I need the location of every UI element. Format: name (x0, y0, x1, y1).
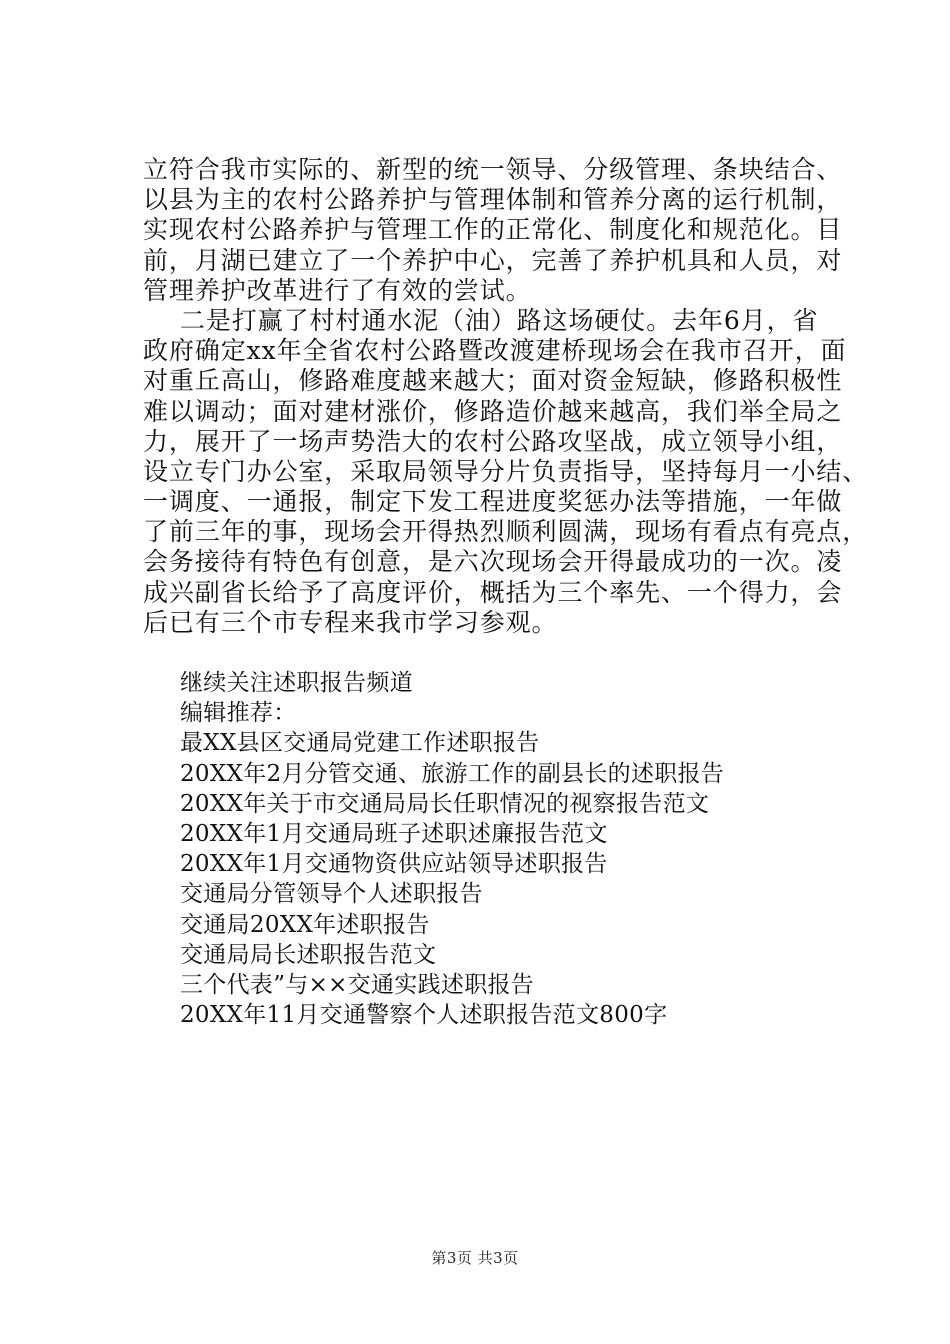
body-line: 对重丘高山，修路难度越来越大；面对资金短缺，修路积极性 (143, 366, 843, 396)
recommendation-item[interactable]: 三个代表”与××交通实践述职报告 (180, 971, 535, 998)
recommendation-item[interactable]: 20XX年关于市交通局局长任职情况的视察报告范文 (180, 790, 710, 817)
body-line: 前，月湖已建立了一个养护中心，完善了养护机具和人员，对 (143, 245, 843, 275)
body-line: 二是打赢了村村通水泥（油）路这场硬仗。去年6月，省 (180, 305, 819, 335)
recommendation-item[interactable]: 20XX年11月交通警察个人述职报告范文800字 (180, 1002, 668, 1029)
recommend-label: 编辑推荐： (180, 700, 297, 727)
body-text (143, 155, 869, 638)
body-line: 设立专门办公室，采取局领导分片负责指导，坚持每月一小结、 (143, 456, 869, 486)
body-line: 了前三年的事，现场会开得热烈顺利圆满，现场有看点有亮点， (143, 517, 869, 547)
recommendation-item[interactable]: 20XX年1月交通局班子述职述廉报告范文 (180, 820, 608, 847)
recommendation-section (180, 668, 840, 1030)
body-line: 难以调动；面对建材涨价，修路造价越来越高，我们举全局之 (143, 396, 843, 426)
body-line: 会务接待有特色有创意，是六次现场会开得最成功的一次。凌 (143, 547, 843, 577)
body-line: 力，展开了一场声势浩大的农村公路攻坚战，成立领导小组， (143, 426, 843, 456)
body-line: 一调度、一通报，制定下发工程进度奖惩办法等措施，一年做 (143, 487, 843, 517)
body-line: 实现农村公路养护与管理工作的正常化、制度化和规范化。目 (143, 215, 843, 245)
recommendation-item[interactable]: 交通局局长述职报告范文 (180, 941, 437, 968)
body-line: 政府确定xx年全省农村公路暨改渡建桥现场会在我市召开，面 (143, 336, 847, 366)
body-line: 以县为主的农村公路养护与管理体制和管养分离的运行机制， (143, 185, 843, 215)
body-line: 管理养护改革进行了有效的尝试。 (143, 275, 532, 305)
body-line: 后已有三个市专程来我市学习参观。 (143, 607, 558, 637)
recommendation-item[interactable]: 交通局20XX年述职报告 (180, 911, 430, 938)
follow-channel-text: 继续关注述职报告频道 (180, 670, 413, 696)
recommendation-item[interactable]: 交通局分管领导个人述职报告 (180, 881, 483, 908)
body-line: 立符合我市实际的、新型的统一领导、分级管理、条块结合、 (143, 155, 843, 184)
page-footer: 第3页 共3页 (431, 1249, 519, 1267)
recommendation-item[interactable]: 20XX年1月交通物资供应站领导述职报告 (180, 851, 608, 878)
recommendation-item[interactable]: 20XX年2月分管交通、旅游工作的副县长的述职报告 (180, 760, 725, 787)
body-line: 成兴副省长给予了高度评价，概括为三个率先、一个得力，会 (143, 577, 843, 607)
recommendation-item[interactable]: 最XX县区交通局党建工作述职报告 (180, 730, 540, 757)
